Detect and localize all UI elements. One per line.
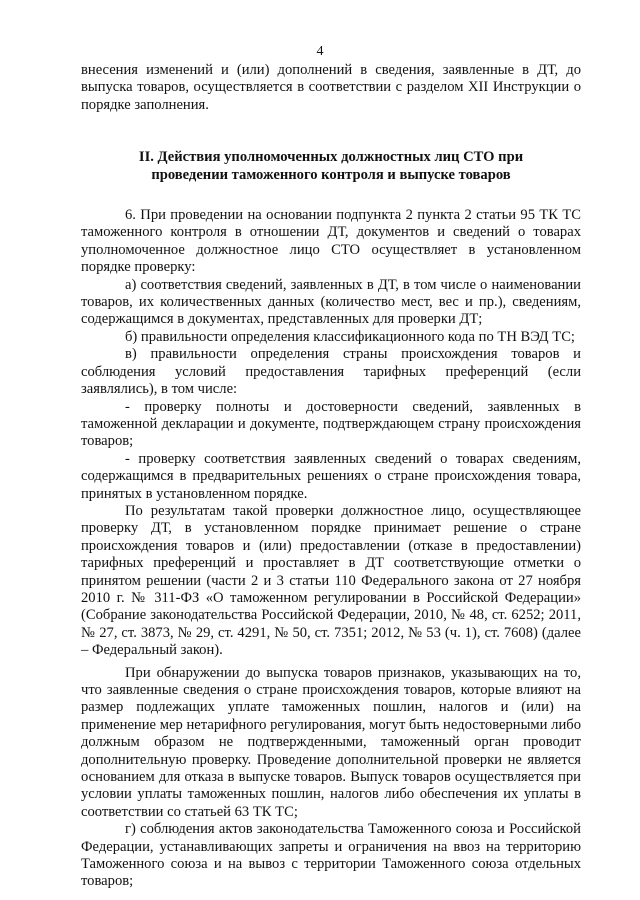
paragraph-subitem-v: в) правильности определения страны происхождения товаров и соблюдения условий предоставления тарифных преференций (если заявлялись), в том числе: [81, 346, 581, 398]
paragraph-dash-1: - проверку полноты и достоверности сведений, заявленных в таможенной декларации и документе, подтверждающем страну происхождения товаров; [81, 398, 581, 450]
paragraph-item-6: 6. При проведении на основании подпункта 2 пункта 2 статьи 95 ТК ТС таможенного контроля в отношении ДТ, документов и сведений о товарах уполномоченное должностное лицо СТО осуществляет в установленном порядке проверку: [81, 207, 581, 276]
paragraph-additional-check: При обнаружении до выпуска товаров признаков, указывающих на то, что заявленные сведения о стране происхождения товаров, которые влияют на размер подлежащих уплате таможенных пошлин, налогов и (или) на применение мер нетарифного регулирования, могут быть недостоверными либо должным образом не подтвержденными, таможенный орган проводит дополнительную проверку. Проведение дополнительной проверки не является основанием для отказа в выпуске товаров. Выпуск товаров осуществляется при условии уплаты таможенных пошлин, налогов либо обеспечения их уплаты в соответствии со статьей 63 ТК ТС; [81, 664, 581, 820]
intro-paragraph: внесения изменений и (или) дополнений в сведения, заявленные в ДТ, до выпуска товаров, осуществляется в соответствии с разделом XII Инструкции о порядке заполнения. [81, 62, 581, 113]
section-heading: II. Действия уполномоченных должностных лиц СТО при проведении таможенного контроля и выпуске товаров [138, 149, 524, 183]
paragraph-check-results: По результатам такой проверки должностное лицо, осуществляющее проверку ДТ, в установленном порядке принимает решение о стране происхождения товаров и (или) предоставлении (отказе в предоставлении) тарифных преференций и проставляет в ДТ соответствующие отметки о принятом решении (части 2 и 3 статьи 110 Федерального закона от 27 ноября 2010 г. № 311-ФЗ «О таможенном регулировании в Российской Федерации» (Собрание законодательства Российской Федерации, 2010, № 48, ст. 6252; 2011, № 27, ст. 3873, № 29, ст. 4291, № 50, ст. 7351; 2012, № 53 (ч. 1), ст. 7608) (далее – Федеральный закон). [81, 502, 581, 659]
paragraph-subitem-g: г) соблюдения актов законодательства Таможенного союза и Российской Федерации, устанавливающих запреты и ограничения на ввоз на территорию Таможенного союза и на вывоз с территории Таможенного союза отдельных товаров; [81, 821, 581, 890]
paragraph-subitem-a: а) соответствия сведений, заявленных в ДТ, в том числе о наименовании товаров, их количественных данных (количество мест, вес и пр.), сведениям, содержащимся в документах, представленных для проверки ДТ; [81, 276, 581, 328]
paragraph-dash-2: - проверку соответствия заявленных сведений о товарах сведениям, содержащимся в предварительных решениях о стране происхождения товара, принятых в установленном порядке. [81, 450, 581, 502]
paragraph-subitem-b: б) правильности определения классификационного кода по ТН ВЭД ТС; [125, 328, 575, 345]
document-body [81, 62, 581, 891]
page-number: 4 [316, 44, 324, 59]
